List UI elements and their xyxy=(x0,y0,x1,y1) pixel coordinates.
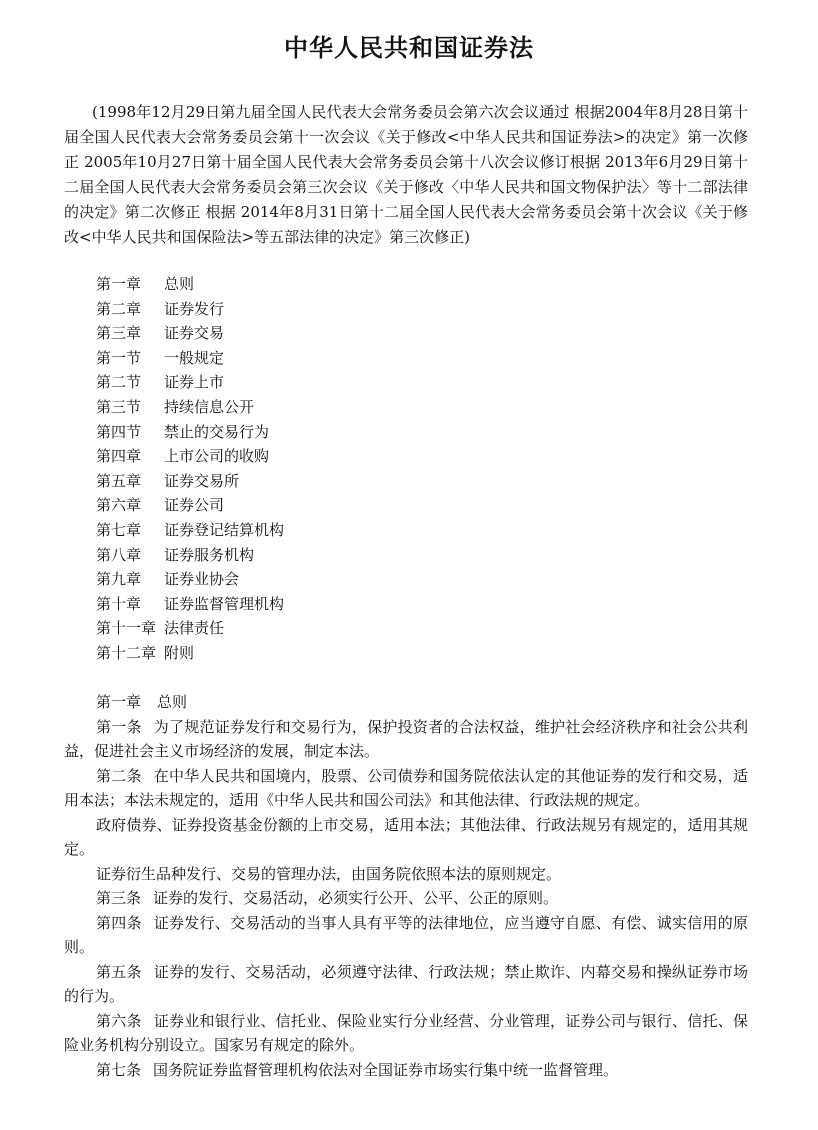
article-paragraph xyxy=(64,1058,748,1083)
toc-item xyxy=(96,469,284,494)
toc-title: 一般规定 xyxy=(164,348,225,367)
toc-title: 附则 xyxy=(164,643,195,662)
toc-number: 第九章 xyxy=(96,570,142,589)
toc-item xyxy=(96,321,284,346)
toc-item xyxy=(96,616,284,641)
article-paragraph xyxy=(64,960,748,1009)
toc-number: 第十二章 xyxy=(96,643,157,662)
toc-item xyxy=(96,567,284,592)
toc-number: 第十一章 xyxy=(96,619,157,638)
toc-item xyxy=(96,297,284,322)
toc-title: 证券交易所 xyxy=(164,471,240,490)
toc-title: 证券业协会 xyxy=(164,570,240,589)
toc-number: 第十章 xyxy=(96,594,142,613)
article-paragraph xyxy=(64,1009,748,1058)
toc-item xyxy=(96,493,284,518)
article-text: 政府债券、证券投资基金份额的上市交易，适用本法；其他法律、行政法规另有规定的，适用其规定。 xyxy=(64,815,748,858)
article-number: 第七条 xyxy=(96,1060,142,1079)
document-title: 中华人民共和国证券法 xyxy=(284,34,534,62)
article-text: 证券的发行、交易活动，必须实行公开、公平、公正的原则。 xyxy=(153,889,559,907)
article-paragraph xyxy=(64,715,748,764)
toc-title: 法律责任 xyxy=(164,619,225,638)
article-number: 第五条 xyxy=(96,962,142,981)
toc-number: 第一章 xyxy=(96,275,142,293)
toc-number: 第五章 xyxy=(96,471,142,490)
article-paragraph xyxy=(64,862,748,887)
toc-item xyxy=(96,518,284,543)
toc-title: 证券公司 xyxy=(164,496,225,515)
toc-item xyxy=(96,641,284,666)
toc-number: 第二节 xyxy=(96,373,142,392)
document-body xyxy=(64,690,748,1082)
article-number: 第四条 xyxy=(96,913,142,932)
article-text: 国务院证券监督管理机构依法对全国证券市场实行集中统一监督管理。 xyxy=(153,1060,619,1079)
toc-item xyxy=(96,592,284,617)
article-paragraph xyxy=(64,886,748,911)
toc-item xyxy=(96,543,284,568)
toc-title: 禁止的交易行为 xyxy=(164,422,270,441)
article-paragraph xyxy=(64,764,748,813)
toc-title: 上市公司的收购 xyxy=(164,447,270,466)
toc-item xyxy=(96,444,284,469)
table-of-contents xyxy=(96,272,284,666)
toc-title: 总则 xyxy=(164,275,195,293)
toc-title: 证券交易 xyxy=(164,324,225,343)
chapter-heading xyxy=(64,690,748,715)
toc-number: 第四章 xyxy=(96,447,142,466)
article-text: 证券发行、交易活动的当事人具有平等的法律地位，应当遵守自愿、有偿、诚实信用的原则。 xyxy=(64,913,748,956)
toc-number: 第四节 xyxy=(96,422,142,441)
toc-number: 第一节 xyxy=(96,348,142,367)
toc-number: 第二章 xyxy=(96,299,142,318)
toc-item xyxy=(96,370,284,395)
toc-number: 第八章 xyxy=(96,545,142,564)
article-text: 在中华人民共和国境内，股票、公司债券和国务院依法认定的其他证券的发行和交易，适用本法；本法未规定的，适用《中华人民共和国公司法》和其他法律、行政法规的规定。 xyxy=(64,766,748,809)
toc-number: 第三章 xyxy=(96,324,142,343)
toc-title: 证券监督管理机构 xyxy=(164,594,285,613)
article-text: 为了规范证券发行和交易行为，保护投资者的合法权益，维护社会经济秩序和社会公共利益，促进社会主义市场经济的发展，制定本法。 xyxy=(64,717,748,760)
toc-title: 证券服务机构 xyxy=(164,545,255,564)
toc-item xyxy=(96,272,284,297)
toc-number: 第六章 xyxy=(96,496,142,515)
preamble-note: (1998年12月29日第九届全国人民代表大会常务委员会第六次会议通过 根据2004年8月28日第十届全国人民代表大会常务委员会第十一次会议《关于修改<中华人民共和国证券法>的决定》第一次修正 2005年10月27日第十届全国人民代表大会常务委员会第十八次会议修订根据 2013年6月29日第十二届全国人民代表大会常务委员会第三次会议《关于修改〈中华人民共和国文物保护法〉等十二部法律的决定》第二次修正 根据 2014年8月31日第十二届全国人民代表大会常务委员会第十次会议《关于修改<中华人民共和国保险法>等五部法律的决定》第三次修正) xyxy=(64,103,748,246)
article-paragraph xyxy=(64,813,748,862)
article-paragraph xyxy=(64,911,748,960)
toc-item xyxy=(96,346,284,371)
article-text: 证券业和银行业、信托业、保险业实行分业经营、分业管理，证券公司与银行、信托、保险业务机构分别设立。国家另有规定的除外。 xyxy=(64,1011,748,1054)
chapter-title: 总则 xyxy=(157,693,188,711)
toc-title: 持续信息公开 xyxy=(164,397,255,416)
toc-number: 第三节 xyxy=(96,397,142,416)
toc-item xyxy=(96,395,284,420)
toc-item xyxy=(96,420,284,445)
article-number: 第一条 xyxy=(96,717,142,736)
toc-title: 证券登记结算机构 xyxy=(164,520,285,539)
chapter-number: 第一章 xyxy=(96,693,142,711)
toc-title: 证券发行 xyxy=(164,299,225,318)
article-number: 第二条 xyxy=(96,766,142,785)
article-text: 证券的发行、交易活动，必须遵守法律、行政法规；禁止欺诈、内幕交易和操纵证券市场的行为。 xyxy=(64,962,748,1005)
toc-number: 第七章 xyxy=(96,520,142,539)
article-number: 第六条 xyxy=(96,1011,142,1030)
article-text: 证券衍生品种发行、交易的管理办法，由国务院依照本法的原则规定。 xyxy=(96,864,562,883)
toc-title: 证券上市 xyxy=(164,373,225,392)
article-number: 第三条 xyxy=(96,889,142,907)
